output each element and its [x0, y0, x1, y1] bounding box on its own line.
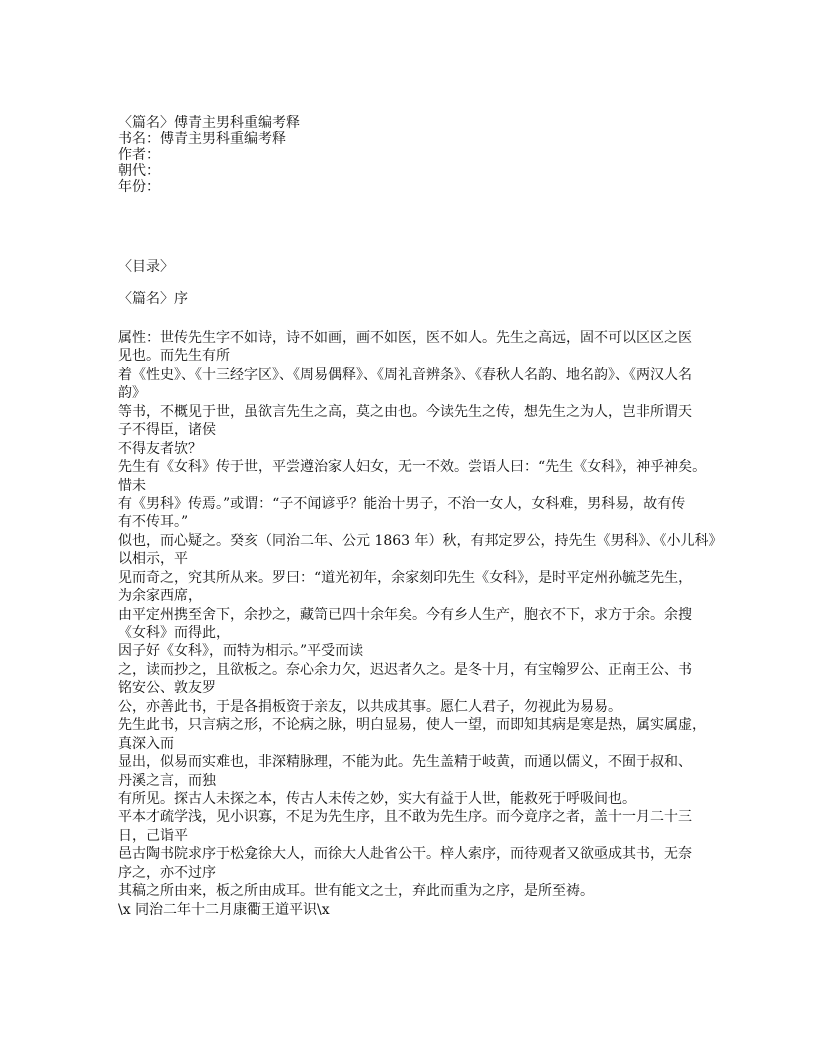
title-tag: 〈篇名〉傅青主男科重编考释: [118, 115, 300, 131]
body-line: 先生有《女科》传于世，平尝遵治家人妇女，无一不效。尝语人曰：“先生《女科》，神乎神矣。: [118, 459, 707, 476]
body-line: 有不传耳。”: [118, 514, 189, 531]
document-page: [118, 115, 723, 919]
body-line: 惜未: [118, 477, 146, 494]
body-line: 日，己诣平: [118, 827, 188, 844]
body-line: 铭安公、敦友罗: [118, 680, 216, 697]
body-line: 之，读而抄之，且欲板之。奈心余力欠，迟迟者久之。是冬十月，有宝翰罗公、正南王公、书: [118, 661, 692, 678]
book-name: 书名：傅青主男科重编考释: [118, 131, 286, 147]
body-line: 先生此书，只言病之形，不论病之脉，明白显易，使人一望，而即知其病是寒是热，属实属虚，: [118, 717, 706, 734]
body-line: 见也。而先生有所: [118, 348, 230, 365]
body-line: \x 同治二年十二月康衢王道平识\x: [118, 901, 330, 918]
body-line: 邑古陶书院求序于松龛徐大人，而徐大人赴省公干。梓人索序，而待观者又欲亟成其书，无奈: [118, 846, 692, 863]
body-line: 韵》: [118, 385, 146, 402]
body-line: 序之，亦不过序: [118, 864, 216, 881]
dynasty-field: 朝代：: [118, 163, 160, 179]
body-line: 显出，似易而实难也，非深精脉理，不能为此。先生盖精于岐黄，而通以儒义，不囿于叔和、: [118, 754, 692, 771]
body-line: 由平定州携至舍下，余抄之，藏笥已四十余年矣。今有乡人生产，胞衣不下，求方于余。余搜: [118, 606, 692, 623]
body-line: 《女科》而得此，: [118, 625, 230, 641]
body-line: 其稿之所由来，板之所由成耳。世有能文之士，弃此而重为之序，是所至祷。: [118, 883, 594, 900]
body-line: 平本才疏学浅，见小识寡，不足为先生序，且不敢为先生序。而今竟序之者，盖十一月二十三: [118, 809, 692, 826]
body-line: 为余家西席，: [118, 588, 202, 605]
body-line: 子不得臣，诸侯: [118, 422, 216, 439]
body-line: 见而奇之，究其所从来。罗曰：“道光初年，余家刻印先生《女科》，是时平定州孙毓芝先生，: [118, 569, 693, 586]
body-line: 不得友者欤？: [118, 440, 202, 457]
year-field: 年份：: [118, 179, 160, 195]
body-line: 有所见。探古人未探之本，传古人未传之妙，实大有益于人世，能救死于呼吸间也。: [118, 790, 636, 807]
body-line: 以相示，平: [118, 551, 188, 568]
body-line: 属性：世传先生字不如诗，诗不如画，画不如医，医不如人。先生之高远，固不可以区区之医: [118, 330, 692, 346]
body-line: 公，亦善此书，于是各捐板资于亲友，以共成其事。愿仁人君子，勿视此为易易。: [118, 698, 622, 715]
toc-tag: 〈目录〉: [118, 259, 174, 275]
document-header: [118, 115, 718, 195]
body-line: 真深入而: [118, 735, 174, 752]
author-field: 作者：: [118, 147, 160, 163]
body-line: 似也，而心疑之。癸亥（同治二年、公元 1863 年）秋，有邦定罗公，持先生《男科》、《小儿科》: [118, 532, 723, 549]
body-line: 因子好《女科》，而特为相示。”平受而读: [118, 643, 364, 660]
body-line: 丹溪之言，而独: [118, 772, 216, 789]
body-line: 有《男科》传焉。”或谓：“子不闻谚乎？能治十男子，不治一女人，女科难，男科易，故有传: [118, 495, 686, 512]
preface-body: [118, 329, 723, 919]
body-line: 等书，不概见于世，虽欲言先生之高，莫之由也。今读先生之传，想先生之为人，岂非所谓天: [118, 403, 692, 420]
body-line: 着《性史》、《十三经字区》、《周易偶释》、《周礼音辨条》、《春秋人名韵、地名韵》、《两汉人名: [118, 366, 692, 383]
section-tag: 〈篇名〉序: [118, 291, 188, 307]
